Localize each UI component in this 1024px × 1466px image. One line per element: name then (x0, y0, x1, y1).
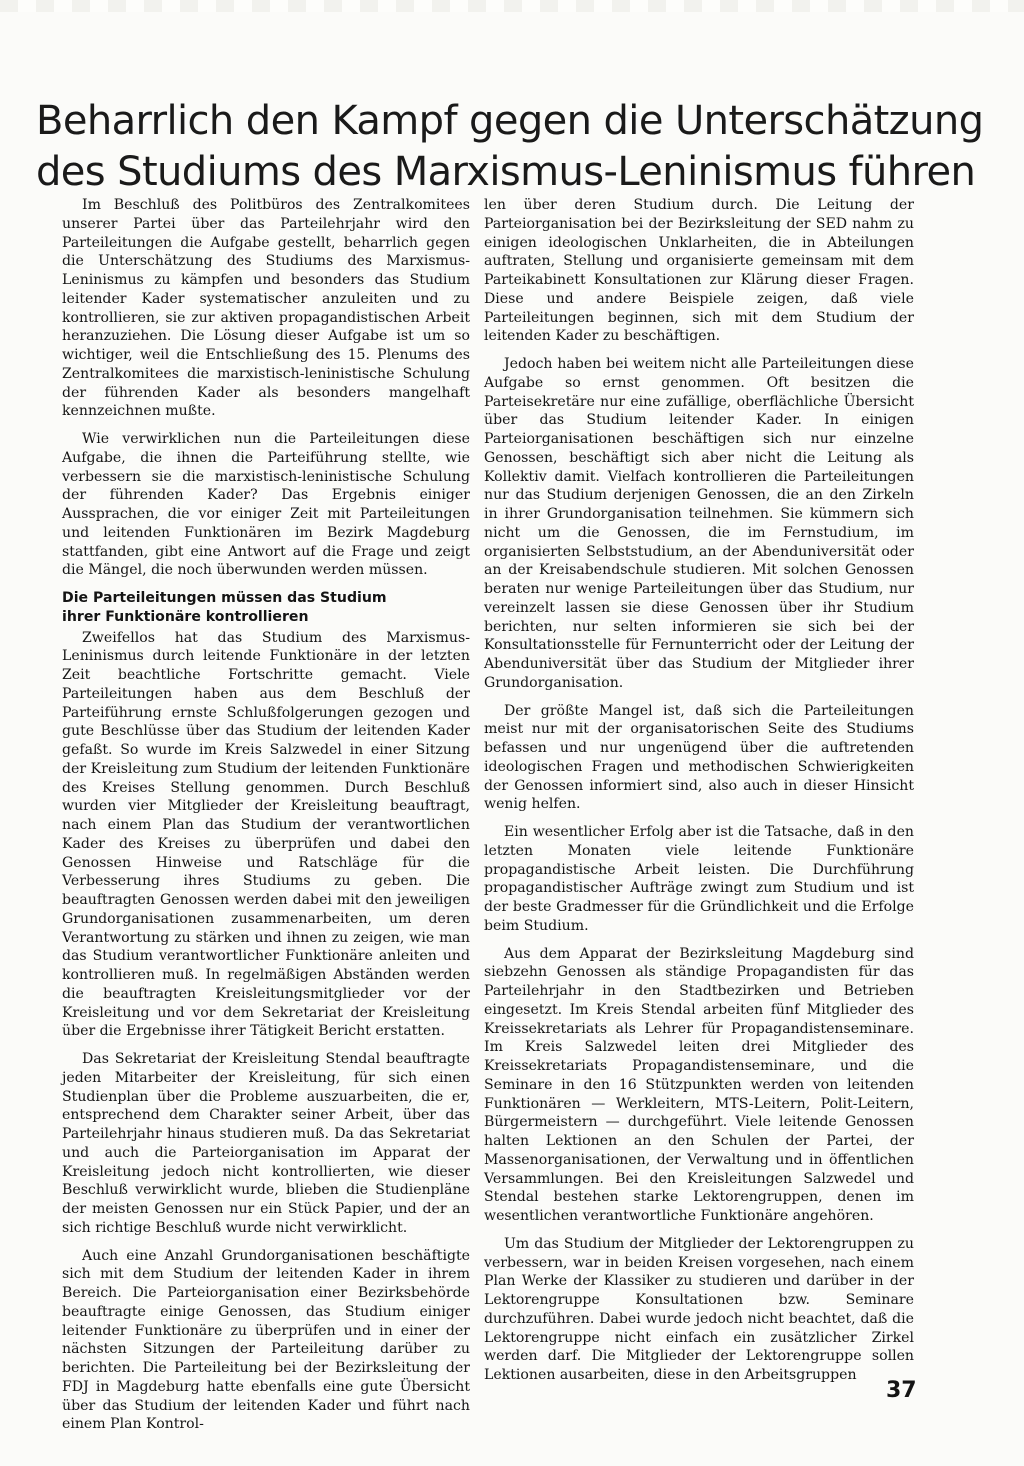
left-paragraph-2: Wie verwirklichen nun die Parteileitungen diese Aufgabe, die ihnen die Parteiführung stellte, wie verbessern sie die marxistisch-leninistische Schulung der führenden Kader? Das Ergebnis einiger Aussprachen, die vor einiger Zeit mit Parteileitungen und leitenden Funktionären im Bezirk Magdeburg stattfanden, gibt eine Antwort auf die Frage und zeigt die Mängel, die noch überwunden werden müssen. (62, 431, 470, 579)
title-line-1: Beharrlich den Kampf gegen die Unterschätzung (36, 98, 984, 144)
section-subheading (62, 589, 470, 627)
title-line-2: des Studiums des Marxismus-Leninismus führen (36, 149, 976, 195)
right-column (484, 196, 914, 1394)
left-paragraph-3: Zweifellos hat das Studium des Marxismus-Leninismus durch leitende Funktionäre in der letzten Zeit beachtliche Fortschritte gemacht. Viele Parteileitungen haben aus dem Beschluß der Parteiführung ernste Schlußfolgerungen gezogen und gute Beschlüsse über das Studium der leitenden Kader gefaßt. So wurde im Kreis Salzwedel in einer Sitzung der Kreisleitung zum Studium der leitenden Funktionäre des Kreises Stellung genommen. Durch Beschluß wurden vier Mitglieder der Kreisleitung beauftragt, nach einem Plan das Studium der verantwortlichen Kader des Kreises zu überprüfen und dabei den Genossen Hinweise und Ratschläge für die Verbesserung ihres Studiums zu geben. Die beauftragten Genossen werden dabei mit den jeweiligen Grundorganisationen zusammenarbeiten, um deren Verantwortung zu stärken und ihnen zu zeigen, wie man das Studium verantwortlicher Funktionäre anleiten und kontrollieren muß. In regelmäßigen Abständen werden die beauftragten Kreisleitungsmitglieder vor der Kreisleitung und vor dem Sekretariat der Kreisleitung über die Ergebnisse ihrer Tätigkeit Bericht erstatten. (62, 629, 470, 1040)
subheading-line-2: ihrer Funktionäre kontrollieren (62, 608, 309, 625)
right-paragraph-5: Aus dem Apparat der Bezirksleitung Magdeburg sind siebzehn Genossen als ständige Propagandisten für das Parteilehrjahr in den Stadtbezirken und Betrieben eingesetzt. Im Kreis Stendal arbeiten fünf Mitglieder des Kreissekretariats als Lehrer für Propagandistenseminare. Im Kreis Salzwedel leiten drei Mitglieder des Kreissekretariats Propagandistenseminare, und die Seminare in den 16 Stützpunkten werden von leitenden Funktionären — Werkleitern, MTS-Leitern, Polit-Leitern, Bürgermeistern — durchgeführt. Viele leitende Genossen halten Lektionen an den Schulen der Partei, der Massenorganisationen, der Verwaltung und in öffentlichen Versammlungen. Bei den Kreisleitungen Salzwedel und Stendal bestehen starke Lektorengruppen, denen im wesentlichen verantwortliche Funktionäre angehören. (484, 945, 914, 1224)
right-paragraph-1: len über deren Studium durch. Die Leitung der Parteiorganisation bei der Bezirksleitung der SED nahm zu einigen ideologischen Unklarheiten, die in Abteilungen auftraten, Stellung und organisierte gemeinsam mit dem Parteikabinett Konsultationen zur Klärung dieser Fragen. Diese und andere Beispiele zeigen, daß viele Parteileitungen beginnen, sich mit dem Studium der leitenden Kader zu beschäftigen. (484, 197, 914, 345)
article-title (36, 96, 984, 198)
page-top-edge (0, 0, 1024, 12)
right-paragraph-3: Der größte Mangel ist, daß sich die Parteileitungen meist nur mit der organisatorischen Seite des Studiums befassen und nur ungenügend über die auftretenden ideologischen Fragen und methodischen Schwierigkeiten der Genossen informiert sind, also auch in dieser Hinsicht wenig helfen. (484, 702, 914, 813)
right-paragraph-2: Jedoch haben bei weitem nicht alle Parteileitungen diese Aufgabe so ernst genommen. Oft besitzen die Parteisekretäre nur eine zufällige, oberflächliche Übersicht über das Studium leitender Kader. In einigen Parteiorganisationen beschäftigen sich nur einzelne Genossen, beschäftigt sich aber nicht die Leitung als Kollektiv damit. Vielfach kontrollieren die Parteileitungen nur das Studium derjenigen Genossen, die an den Zirkeln in ihrer Grundorganisation teilnehmen. Sie kümmern sich nicht um die Genossen, die im Fernstudium, im organisierten Selbststudium, an der Abenduniversität oder an der Kreisabendschule studieren. Mit solchen Genossen beraten nur wenige Parteileitungen über das Studium, nur vereinzelt lassen sie diese Genossen über ihr Studium berichten, nur selten informieren sie sich bei der Konsultationsstelle für Fernunterricht oder der Leitung der Abenduniversität über das Studium der Mitglieder ihrer Grundorganisation. (484, 356, 914, 691)
subheading-line-1: Die Parteileitungen müssen das Studium (62, 590, 387, 606)
left-paragraph-4: Das Sekretariat der Kreisleitung Stendal beauftragte jeden Mitarbeiter der Kreisleitung, für sich einen Studienplan über die Probleme auszuarbeiten, die er, entsprechend dem Charakter seiner Arbeit, über das Parteilehrjahr hinaus studieren muß. Da das Sekretariat und auch die Parteiorganisation im Apparat der Kreisleitung jedoch nicht kontrollierten, wie dieser Beschluß verwirklicht wurde, blieben die Studienpläne der meisten Genossen nur ein Stück Papier, und der an sich richtige Beschluß wurde nicht verwirklicht. (62, 1051, 470, 1236)
left-paragraph-1: Im Beschluß des Politbüros des Zentralkomitees unserer Partei über das Parteilehrjahr wird den Parteileitungen die Aufgabe gestellt, beharrlich gegen die Unterschätzung des Studiums des Marxismus-Leninismus zu kämpfen und besonders das Studium leitender Kader systematischer anzuleiten und zu kontrollieren, sie zur aktiven propagandistischen Arbeit heranzuziehen. Die Lösung dieser Aufgabe ist um so wichtiger, weil die Entschließung des 15. Plenums des Zentralkomitees die marxistisch-leninistische Schulung der führenden Kader als besonders mangelhaft kennzeichnen mußte. (62, 197, 470, 420)
left-paragraph-5: Auch eine Anzahl Grundorganisationen beschäftigte sich mit dem Studium der leitenden Kader in ihrem Bereich. Die Parteiorganisation einer Bezirksbehörde beauftragte einige Genossen, das Studium einiger leitender Funktionäre zu überprüfen und in einer der nächsten Sitzungen der Parteileitung darüber zu berichten. Die Parteileitung bei der Bezirksleitung der FDJ in Magdeburg hatte ebenfalls eine gute Übersicht über das Studium der leitenden Kader und führt nach einem Plan Kontrol- (62, 1247, 470, 1433)
right-paragraph-6: Um das Studium der Mitglieder der Lektorengruppen zu verbessern, war in beiden Kreisen vorgesehen, nach einem Plan Werke der Klassiker zu studieren und darüber in der Lektorengruppe Konsultationen bzw. Seminare durchzuführen. Dabei wurde jedoch nicht beachtet, daß die Lektorengruppe nicht einfach ein zusätzlicher Zirkel werden darf. Die Mitglieder der Lektorengruppe sollen Lektionen ausarbeiten, diese in den Arbeitsgruppen (484, 1235, 914, 1383)
page-number: 37 (886, 1378, 917, 1403)
left-column (62, 196, 470, 1443)
right-paragraph-4: Ein wesentlicher Erfolg aber ist die Tatsache, daß in den letzten Monaten viele leitende Funktionäre propagandistische Arbeit leisten. Die Durchführung propagandistischer Aufträge zwingt zum Studium und ist der beste Gradmesser für die Gründlichkeit und die Erfolge beim Studium. (484, 824, 914, 934)
